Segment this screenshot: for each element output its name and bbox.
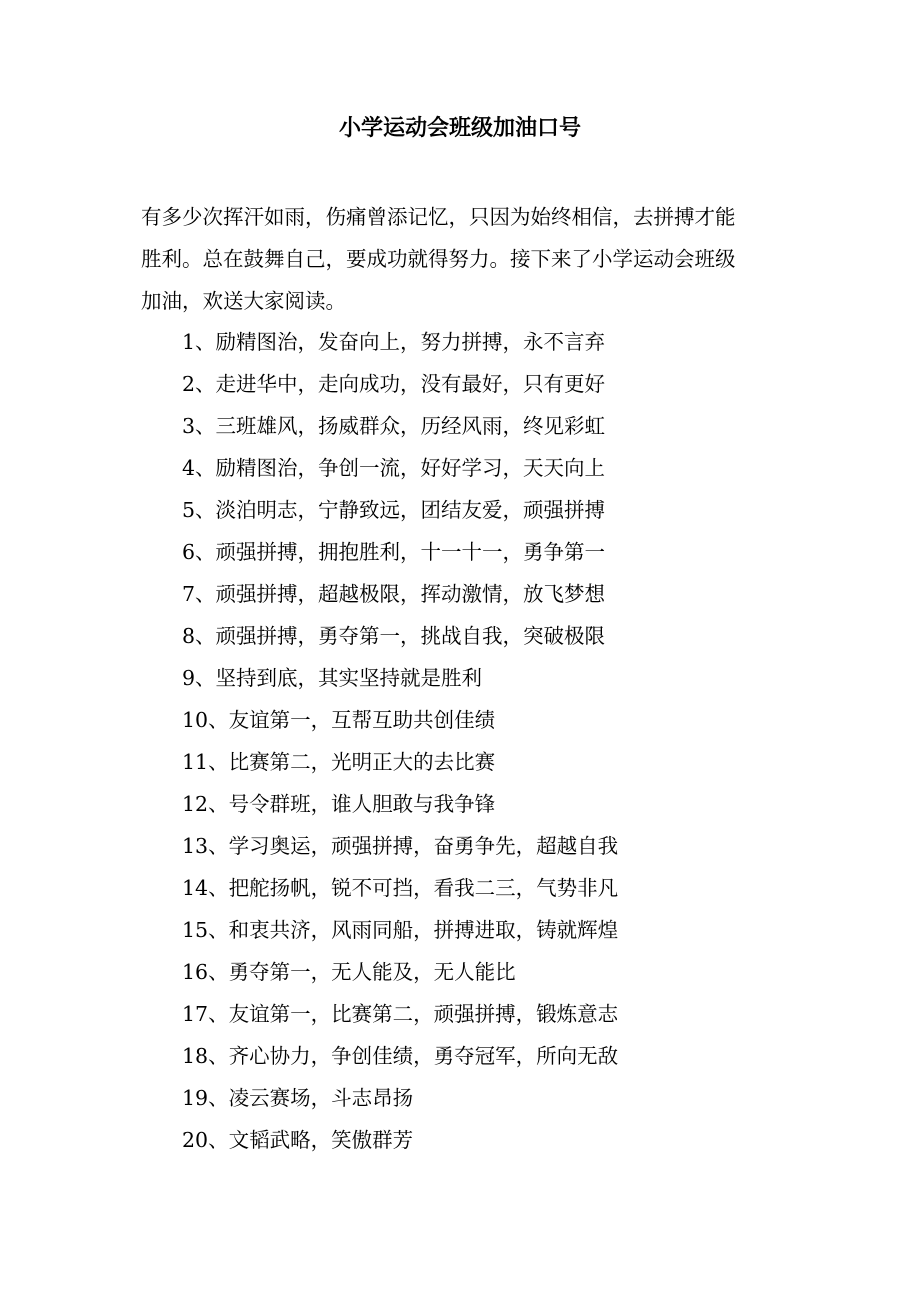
slogan-item: 9、坚持到底，其实坚持就是胜利 (182, 666, 483, 690)
slogan-item: 5、淡泊明志，宁静致远，团结友爱，顽强拼搏 (182, 498, 606, 522)
slogan-item: 13、学习奥运，顽强拼搏，奋勇争先，超越自我 (182, 834, 619, 858)
slogan-item: 11、比赛第二，光明正大的去比赛 (182, 750, 496, 774)
slogan-item: 10、友谊第一，互帮互助共创佳绩 (182, 708, 496, 732)
slogan-item: 6、顽强拼搏，拥抱胜利，十一十一，勇争第一 (182, 540, 606, 564)
intro-line: 有多少次挥汗如雨，伤痛曾添记忆，只因为始终相信，去拼搏才能 (141, 205, 736, 229)
slogan-item: 20、文韬武略，笑傲群芳 (182, 1128, 414, 1152)
slogan-item: 16、勇夺第一，无人能及，无人能比 (182, 960, 516, 984)
slogan-item: 19、凌云赛场，斗志昂扬 (182, 1086, 414, 1110)
intro-paragraph (141, 196, 781, 322)
slogan-item: 18、齐心协力，争创佳绩，勇夺冠军，所向无敌 (182, 1044, 619, 1068)
document-title: 小学运动会班级加油口号 (338, 115, 581, 141)
slogan-item: 1、励精图治，发奋向上，努力拼搏，永不言弃 (182, 330, 606, 354)
slogan-item: 3、三班雄风，扬威群众，历经风雨，终见彩虹 (182, 414, 606, 438)
slogan-item: 4、励精图治，争创一流，好好学习，天天向上 (182, 456, 606, 480)
slogan-item: 14、把舵扬帆，锐不可挡，看我二三，气势非凡 (182, 876, 619, 900)
slogan-item: 2、走进华中，走向成功，没有最好，只有更好 (182, 372, 606, 396)
slogan-item: 8、顽强拼搏，勇夺第一，挑战自我，突破极限 (182, 624, 606, 648)
slogan-item: 7、顽强拼搏，超越极限，挥动激情，放飞梦想 (182, 582, 606, 606)
intro-line: 胜利。总在鼓舞自己，要成功就得努力。接下来了小学运动会班级 (141, 247, 736, 271)
slogan-item: 12、号令群班，谁人胆敢与我争锋 (182, 792, 496, 816)
slogan-item: 15、和衷共济，风雨同船，拼搏进取，铸就辉煌 (182, 918, 619, 942)
slogan-item: 17、友谊第一，比赛第二，顽强拼搏，锻炼意志 (182, 1002, 619, 1026)
intro-line: 加油，欢送大家阅读。 (141, 289, 346, 313)
slogan-list (182, 321, 782, 1161)
